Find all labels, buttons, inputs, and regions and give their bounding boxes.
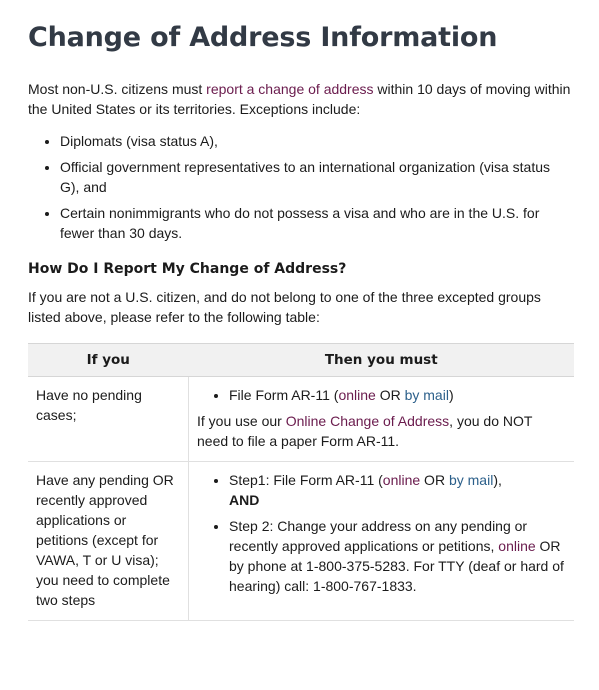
step-1-item [229, 470, 566, 510]
or-text: OR [375, 387, 405, 403]
exceptions-list [28, 131, 573, 243]
action-list [197, 385, 566, 405]
close-paren: ) [448, 387, 454, 403]
exception-item: • Official government representatives to an international organization (visa status G), and [60, 157, 573, 197]
report-change-of-address-link[interactable]: report a change of address [206, 81, 374, 97]
action-cell [189, 462, 575, 621]
online-link[interactable]: online [338, 387, 376, 403]
intro-text-end: within 10 days of moving within the United States or its territories. Exceptions include: [28, 81, 571, 117]
online-change-note [197, 411, 566, 451]
online-change-of-address-link[interactable]: Online Change of Address [285, 413, 450, 429]
section-text: If you are not a U.S. citizen, and do not belong to one of the three excepted groups listed above, please refer to the following table: [28, 289, 541, 325]
intro-paragraph [28, 79, 573, 119]
online-link[interactable]: online [498, 538, 536, 554]
action-cell [189, 377, 575, 462]
column-header-if-you: If you [28, 344, 189, 377]
section-heading: How Do I Report My Change of Address? [28, 261, 347, 277]
step-1-text: Step1: File Form AR-11 ( [229, 472, 383, 488]
step-2-text-end: OR by phone at 1-800-375-5283. For TTY (deaf or hard of hearing) call: 1-800-767-1833. [229, 538, 564, 594]
online-link[interactable]: online [382, 472, 421, 488]
by-mail-link[interactable]: by mail [448, 472, 494, 488]
page-title: Change of Address Information [28, 22, 498, 53]
exception-item: • Diplomats (visa status A), [60, 131, 573, 151]
note-text-start: If you use our [197, 413, 286, 429]
intro-text-start: Most non-U.S. citizens must [28, 81, 207, 97]
or-text: OR [420, 472, 449, 488]
condition-cell: Have no pending cases; [28, 377, 189, 462]
step-2-item [229, 516, 566, 596]
column-header-then-you-must: Then you must [189, 344, 575, 377]
step-2-text-start: Step 2: Change your address on any pending or recently approved applications or petitions, [229, 518, 528, 554]
note-text-end: , you do NOT need to file a paper Form AR-11. [197, 413, 533, 449]
and-label: AND [229, 492, 260, 508]
table-header-row [28, 344, 574, 377]
exception-item: • Certain nonimmigrants who do not possess a visa and who are in the U.S. for fewer than 30 days. [60, 203, 573, 243]
steps-list [197, 470, 566, 596]
by-mail-link[interactable]: by mail [404, 387, 449, 403]
condition-cell: Have any pending OR recently approved applications or petitions (except for VAWA, T or U visa); you need to complete two steps [28, 462, 189, 621]
close-paren: ), [493, 472, 502, 488]
instructions-table [28, 343, 574, 621]
action-item [229, 385, 566, 405]
action-text: File Form AR-11 ( [229, 387, 339, 403]
table-row [28, 462, 574, 621]
table-row [28, 377, 574, 462]
